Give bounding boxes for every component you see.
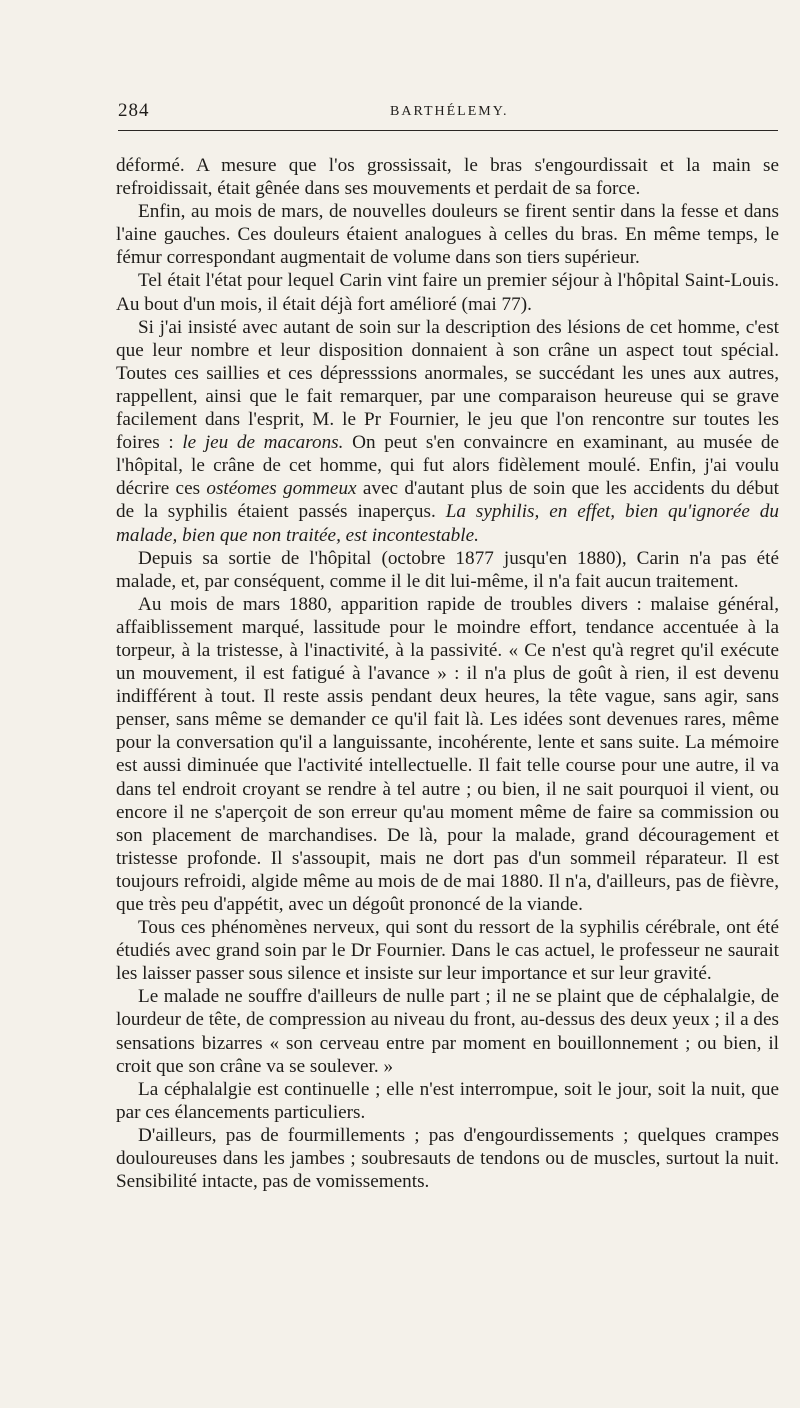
- paragraph-1: déformé. A mesure que l'os grossissait, le bras s'engourdissait et la main se refroidissait, était gênée dans ses mouvements et perdait de sa force.: [116, 155, 779, 200]
- paragraph-5: Depuis sa sortie de l'hôpital (octobre 1877 jusqu'en 1880), Carin n'a pas été malade, et, par conséquent, comme il le dit lui-même, il n'a fait aucun traitement.: [116, 547, 779, 592]
- running-title: BARTHÉLEMY.: [390, 104, 509, 119]
- paragraph-4-part-c: avec d'autant plus de soin que les accidents du début de la syphilis étaient passés inaperçus.: [116, 478, 780, 523]
- paragraph-9: La céphalalgie est continuelle ; elle n'est interrompue, soit le jour, soit la nuit, que par ces élancements particuliers.: [116, 1078, 779, 1123]
- paragraph-8: Le malade ne souffre d'ailleurs de nulle part ; il ne se plaint que de céphalalgie, de lourdeur de tête, de compression au niveau du front, au-dessus des deux yeux ; il a des sensations bizarres « son cerveau entre par moment en bouillonnement ; ou bien, il croit que son crâne va se soulever. »: [116, 986, 779, 1077]
- paragraph-4-italic-a: le jeu de macarons.: [182, 432, 344, 454]
- paragraph-4: [116, 316, 779, 547]
- paragraph-7: Tous ces phénomènes nerveux, qui sont du ressort de la syphilis cérébrale, ont été étudiés avec grand soin par le Dr Fournier. Dans le cas actuel, le professeur ne saurait les laisser passer sous silence et insiste sur leur importance et sur leur gravité.: [116, 917, 779, 985]
- paragraph-4-italic-b: ostéomes gommeux: [206, 478, 357, 500]
- page-header: [118, 100, 778, 130]
- paragraph-10: D'ailleurs, pas de fourmillements ; pas d'engourdissements ; quelques crampes douloureuses dans les jambes ; soubresauts de tendons ou de muscles, surtout la nuit. Sensibilité intacte, pas de vomissements.: [116, 1124, 779, 1193]
- body-text: [116, 154, 779, 1193]
- header-rule: [118, 130, 778, 131]
- paragraph-2: Enfin, au mois de mars, de nouvelles douleurs se firent sentir dans la fesse et dans l'aine gauches. Ces douleurs étaient analogues à celles du bras. En même temps, le fémur correspondant augmentait de volume dans son tiers supérieur.: [116, 201, 779, 269]
- paragraph-4-part-a: Si j'ai insisté avec autant de soin sur la description des lésions de cet homme, c'est que leur nombre et leur disposition donnaient à son crâne un aspect tout spécial. Toutes ces saillies et ces dépresssions anormales, se succédant les unes aux autres, rappellent, ainsi que le fait remarquer, par une comparaison heureuse qui se grave facilement dans l'esprit, M. le Pr Fournier, le jeu que l'on rencontre sur toutes les foires :: [116, 316, 779, 454]
- paragraph-6: Au mois de mars 1880, apparition rapide de troubles divers : malaise général, affaiblissement marqué, lassitude pour le moindre effort, tendance accentuée à la torpeur, à la tristesse, à l'inactivité, à la passivité. « Ce n'est qu'à regret qu'il exécute un mouvement, il est fatigué à l'avance » : il n'a plus de goût à rien, il est devenu indifférent à tout. Il reste assis pendant deux heures, la tête vague, sans agir, sans penser, sans même se demander ce qu'il fait là. Les idées sont devenues rares, même pour la conversation qu'il a languissante, incohérente, lente et sans suite. La mémoire est aussi diminuée que l'activité intellectuelle. Il fait telle course pour une autre, il va dans tel endroit croyant se rendre à tel autre ; ou bien, il ne sait pourquoi il vient, ou encore il ne s'aperçoit de son erreur qu'au moment même de faire sa commission ou son placement de marchandises. De là, pour la malade, grand découragement et tristesse profonde. Il s'assoupit, mais ne dort pas d'un sommeil réparateur. Il est toujours refroidi, algide même au mois de de mai 1880. Il n'a, d'ailleurs, pas de fièvre, que très peu d'appétit, avec un dégoût prononcé de la viande.: [116, 593, 779, 915]
- paragraph-4-italic-c: La syphilis, en effet, bien qu'ignorée du malade, bien que non traitée, est incontestable.: [116, 501, 779, 546]
- paragraph-3: Tel était l'état pour lequel Carin vint faire un premier séjour à l'hôpital Saint-Louis. Au bout d'un mois, il était déjà fort amélioré (mai 77).: [116, 270, 779, 315]
- page-number: 284: [118, 100, 150, 121]
- paragraph-4-part-b: On peut s'en convaincre en examinant, au musée de l'hôpital, le crâne de cet homme, qui fut alors fidèlement moulé. Enfin, j'ai voulu décrire ces: [116, 432, 780, 500]
